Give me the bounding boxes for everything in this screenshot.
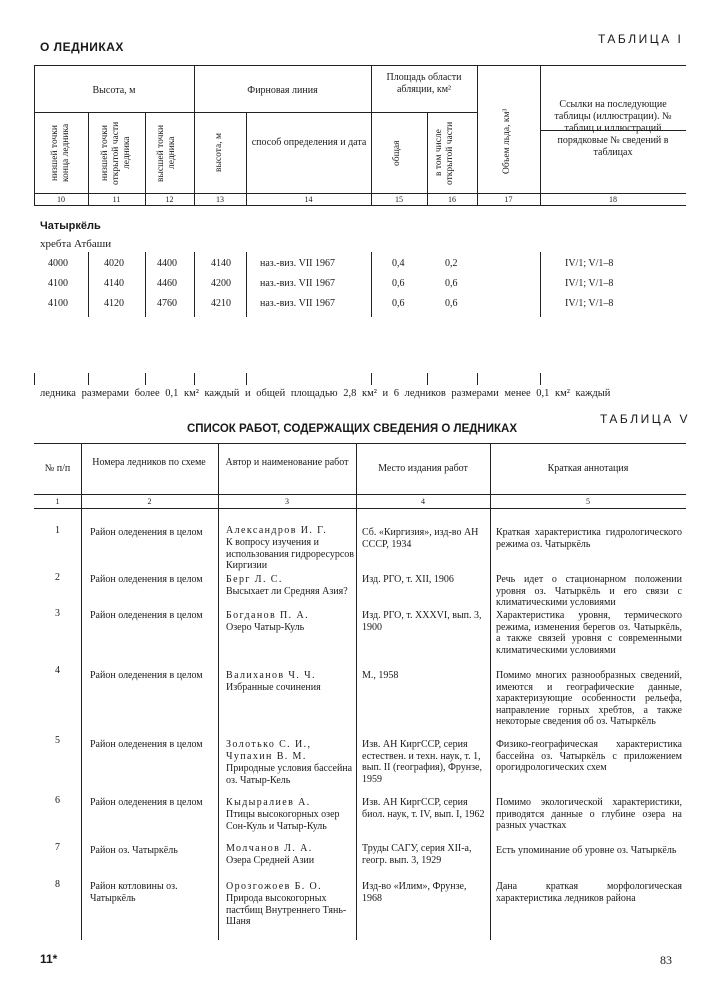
row-scheme: Район оледенения в целом	[90, 610, 203, 621]
row-note: Физико-географическая характеристика бассейна оз. Чатыркёль с приложением орогидрологических схем	[496, 739, 682, 773]
cell-c13: 4140	[211, 258, 231, 269]
row-scheme: Район оледенения в целом	[90, 574, 203, 585]
cell-c18: IV/1; V/1–8	[565, 298, 614, 309]
cell-c18: IV/1; V/1–8	[565, 258, 614, 269]
row-work: Природные условия бассейна оз. Чатыр-Кель	[226, 763, 353, 786]
row-place: Изд. РГО, т. XXXVI, вып. 3, 1900	[362, 610, 482, 633]
cell-c10: 4000	[48, 258, 68, 269]
header-annotation: Краткая аннотация	[547, 463, 629, 474]
row-note: Краткая характеристика гидрологического режима оз. Чатыркёль	[496, 527, 682, 550]
cell-c15: 0,6	[392, 298, 405, 309]
row-author: Богданов П. А.	[226, 610, 309, 621]
colnum-17: 17	[504, 195, 513, 204]
colnum-1: 1	[55, 497, 60, 506]
row-number: 3	[55, 608, 60, 619]
row-number: 2	[55, 572, 60, 583]
header-volume: Объем льда, км³	[502, 108, 512, 174]
colnum-4: 4	[421, 497, 425, 506]
cell-c13: 4200	[211, 278, 231, 289]
row-scheme: Район оледенения в целом	[90, 739, 203, 750]
row-work: Птицы высокогорных озер Сон-Куль и Чатыр-Куль	[226, 809, 340, 832]
row-place: Труды САГУ, серия XII-а, геогр. вып. 3, 1929	[362, 843, 472, 866]
row-work: Высыхает ли Средняя Азия?	[226, 586, 348, 597]
cell-c14: наз.-виз. VII 1967	[260, 258, 335, 269]
row-work: Озера Средней Азии	[226, 855, 315, 866]
row-number: 7	[55, 842, 60, 853]
colnum-13: 13	[216, 195, 224, 204]
colnum-11: 11	[112, 195, 121, 204]
row-author: Валиханов Ч. Ч.	[226, 670, 316, 681]
colnum-3: 3	[285, 497, 289, 506]
row-number: 8	[55, 879, 60, 890]
row-scheme: Район оледенения в целом	[90, 527, 203, 538]
row-number: 5	[55, 735, 60, 746]
cell-c16: 0,6	[445, 298, 458, 309]
colnum-12: 12	[165, 195, 174, 204]
row-place: Изв. АН КиргССР, серия естествен. и техн. наук, т. 1, вып. II (география), Фрунзе, 1959	[362, 739, 482, 785]
cell-c16: 0,6	[445, 278, 458, 289]
colnum-14: 14	[304, 195, 313, 204]
cell-c14: наз.-виз. VII 1967	[260, 298, 335, 309]
row-place: Изд-во «Илим», Фрунзе, 1968	[362, 881, 467, 904]
cell-c15: 0,4	[392, 258, 405, 269]
row-work: Озеро Чатыр-Куль	[226, 622, 305, 633]
subsection-title: хребта Атбаши	[40, 238, 112, 250]
row-note: Дана краткая морфологическая характеристика ледников района	[496, 881, 682, 904]
row-work: К вопросу изучения и использования гидроресурсов Киргизии	[226, 537, 354, 571]
row-place: Изд. РГО, т. XII, 1906	[362, 574, 454, 585]
row-scheme: Район котловины оз. Чатыркёль	[90, 881, 178, 904]
table-5-title: СПИСОК РАБОТ, СОДЕРЖАЩИХ СВЕДЕНИЯ О ЛЕДНИКАХ	[186, 423, 517, 435]
table-5-label: ТАБЛИЦА V	[600, 412, 691, 426]
row-work: Избранные сочинения	[226, 682, 321, 693]
row-note: Характеристика уровня, термического режима, изменения берегов оз. Чатыркёль, а также связей уровня с современными климатическими условиями	[496, 610, 682, 656]
cell-c10: 4100	[48, 298, 68, 309]
colnum-10: 10	[57, 195, 65, 204]
cell-c12: 4760	[157, 298, 177, 309]
cell-c14: наз.-виз. VII 1967	[260, 278, 335, 289]
header-total: общая	[392, 140, 402, 166]
colnum-2: 2	[147, 497, 152, 506]
row-number: 6	[55, 795, 60, 806]
row-scheme: Район оледенения в целом	[90, 797, 203, 808]
header-high: высшей точки ледника	[156, 124, 177, 182]
row-note: Речь идет о стационарном положении уровня оз. Чатыркёль и его связи с климатическими условиями	[496, 574, 682, 608]
cell-c10: 4100	[48, 278, 68, 289]
left-running-title: О ЛЕДНИКАХ	[40, 40, 124, 54]
colnum-16: 16	[448, 195, 456, 204]
cell-c11: 4020	[104, 258, 124, 269]
header-firn-height: высота, м	[214, 133, 224, 173]
header-low-end: низшей точки конца ледника	[50, 123, 71, 183]
header-place: Место издания работ	[378, 463, 468, 474]
row-note: Есть упоминание об уровне оз. Чатыркёль	[496, 845, 677, 856]
row-scheme: Район оледенения в целом	[90, 670, 203, 681]
cell-c12: 4460	[157, 278, 177, 289]
row-author: Золотько С. И., Чупахин В. М.	[226, 739, 312, 762]
row-scheme: Район оз. Чатыркёль	[90, 845, 178, 856]
row-place: Изв. АН КиргССР, серия биол. наук, т. IV, вып. I, 1962	[362, 797, 485, 820]
page-number: 83	[660, 953, 672, 967]
header-scheme: Номера ледников по схеме	[92, 457, 206, 468]
header-height-group: Высота, м	[92, 85, 136, 96]
cell-c12: 4400	[157, 258, 177, 269]
colnum-5: 5	[586, 497, 590, 506]
row-author: Молчанов Л. А.	[226, 843, 313, 854]
header-low-open: низшей точки открытой части ледника	[100, 121, 132, 185]
header-author: Автор и наименование работ	[225, 457, 349, 468]
footnote-text: ледника размерами более 0,1 км² каждый и общей площадью 2,8 км² и 6 ледников размерами менее 0,1 км² каждый	[40, 388, 611, 399]
row-author: Берг Л. С.	[226, 574, 283, 585]
row-work: Природа высокогорных пастбищ Внутреннего Тянь-Шаня	[226, 893, 347, 927]
header-refs-bottom: порядковые № сведений в таблицах	[557, 135, 669, 158]
section-title: Чатыркёль	[40, 220, 101, 232]
row-place: Сб. «Киргизия», изд-во АН СССР, 1934	[362, 527, 479, 550]
row-note: Помимо многих разнообразных сведений, имеются и географические данные, характеризующие особенности рельефа, направление горных хребтов, а также некоторые сведения об оз. Чатыркёль	[496, 670, 682, 727]
row-author: Александров И. Г.	[226, 525, 328, 536]
cell-c15: 0,6	[392, 278, 405, 289]
header-number: № п/п	[44, 463, 71, 474]
colnum-15: 15	[395, 195, 403, 204]
cell-c18: IV/1; V/1–8	[565, 278, 614, 289]
cell-c16: 0,2	[445, 258, 458, 269]
header-refs-top: Ссылки на последующие таблицы (иллюстрации). № таблиц и иллюстраций	[554, 99, 672, 134]
cell-c11: 4140	[104, 278, 124, 289]
row-author: Кыдыралиев А.	[226, 797, 311, 808]
row-author: Орозгожоев Б. О.	[226, 881, 323, 892]
row-note: Помимо экологической характеристики, приводятся данные о глубине озера на разных участках	[496, 797, 682, 831]
printer-signature: 11*	[40, 952, 58, 966]
cell-c13: 4210	[211, 298, 231, 309]
row-number: 4	[55, 665, 60, 676]
colnum-18: 18	[609, 195, 617, 204]
row-number: 1	[55, 525, 60, 536]
header-firn-group: Фирновая линия	[247, 85, 318, 96]
header-area-group: Площадь области абляции, км²	[386, 72, 462, 95]
row-place: М., 1958	[362, 670, 399, 681]
header-method: способ определения и дата	[251, 137, 367, 148]
right-table-label: ТАБЛИЦА I	[598, 32, 684, 46]
cell-c11: 4120	[104, 298, 124, 309]
header-open-part: в том числе открытой части	[434, 121, 455, 185]
